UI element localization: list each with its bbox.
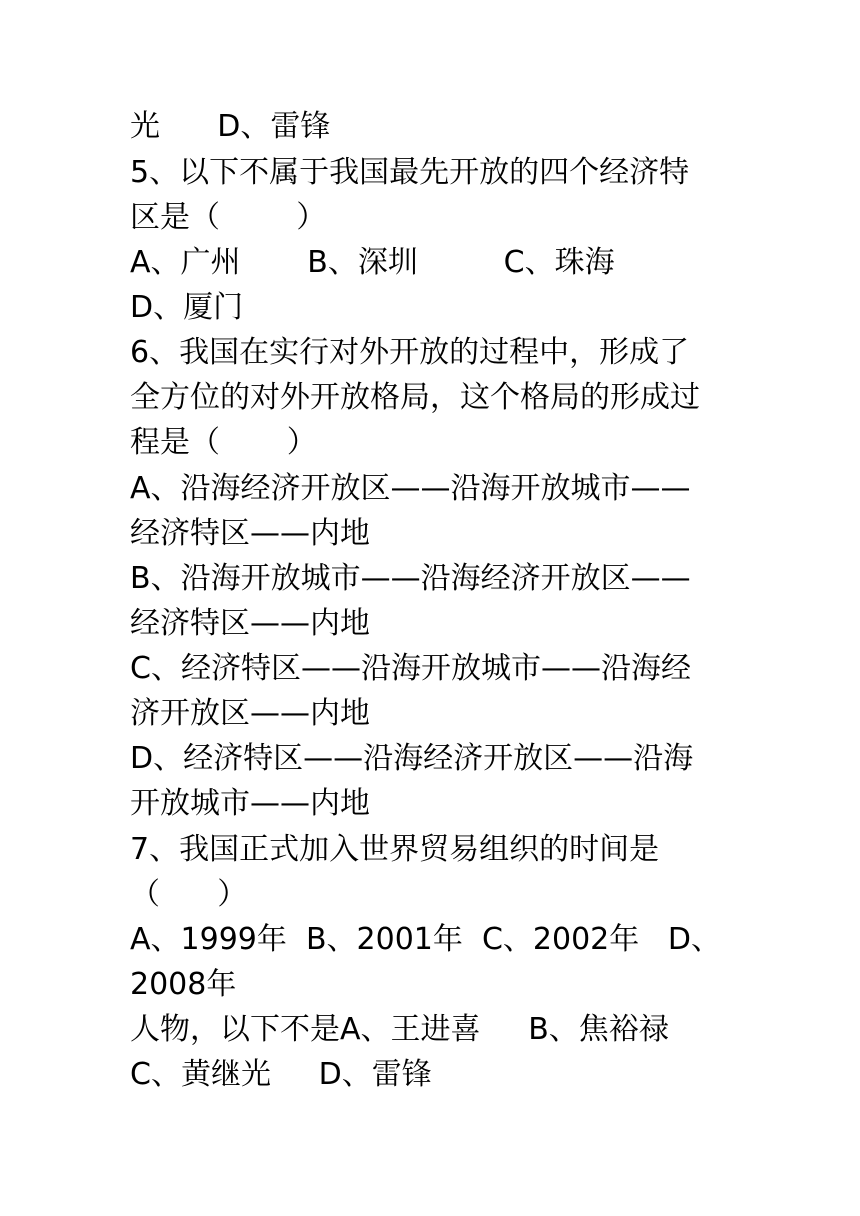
question-6-option-b-cont: 经济特区——内地 <box>130 606 370 641</box>
text-line: 光 D、雷锋 <box>130 109 331 144</box>
question-6-option-d-cont: 开放城市——内地 <box>130 786 370 821</box>
question-7-stem-end: （ ） <box>130 877 248 912</box>
question-5-options: A、广州 B、深圳 C、珠海 <box>130 245 615 280</box>
question-6-option-b: B、沿海开放城市——沿海经济开放区—— <box>130 561 691 596</box>
question-8-options: C、黄继光 D、雷锋 <box>130 1057 432 1092</box>
question-5-option-d: D、厦门 <box>130 290 244 325</box>
question-6-option-d: D、经济特区——沿海经济开放区——沿海 <box>130 741 694 776</box>
question-6-option-c-cont: 济开放区——内地 <box>130 696 370 731</box>
question-5-stem: 5、以下不属于我国最先开放的四个经济特 <box>130 155 690 190</box>
question-8-stem: 人物，以下不是A、王进喜 B、焦裕禄 <box>130 1012 669 1047</box>
question-6-option-a: A、沿海经济开放区——沿海开放城市—— <box>130 471 691 506</box>
question-7-stem: 7、我国正式加入世界贸易组织的时间是 <box>130 832 660 867</box>
question-6-option-a-cont: 经济特区——内地 <box>130 516 370 551</box>
question-6-stem-cont: 全方位的对外开放格局，这个格局的形成过 <box>130 380 700 415</box>
question-6-option-c: C、经济特区——沿海开放城市——沿海经 <box>130 651 691 686</box>
question-5-stem-end: 区是（ ） <box>130 200 327 235</box>
question-7-options-cont: 2008年 <box>130 967 237 1002</box>
question-6-stem-end: 程是（ ） <box>130 425 317 460</box>
question-6-stem: 6、我国在实行对外开放的过程中，形成了 <box>130 335 690 370</box>
question-7-options: A、1999年 B、2001年 C、2002年 D、 <box>130 922 721 957</box>
